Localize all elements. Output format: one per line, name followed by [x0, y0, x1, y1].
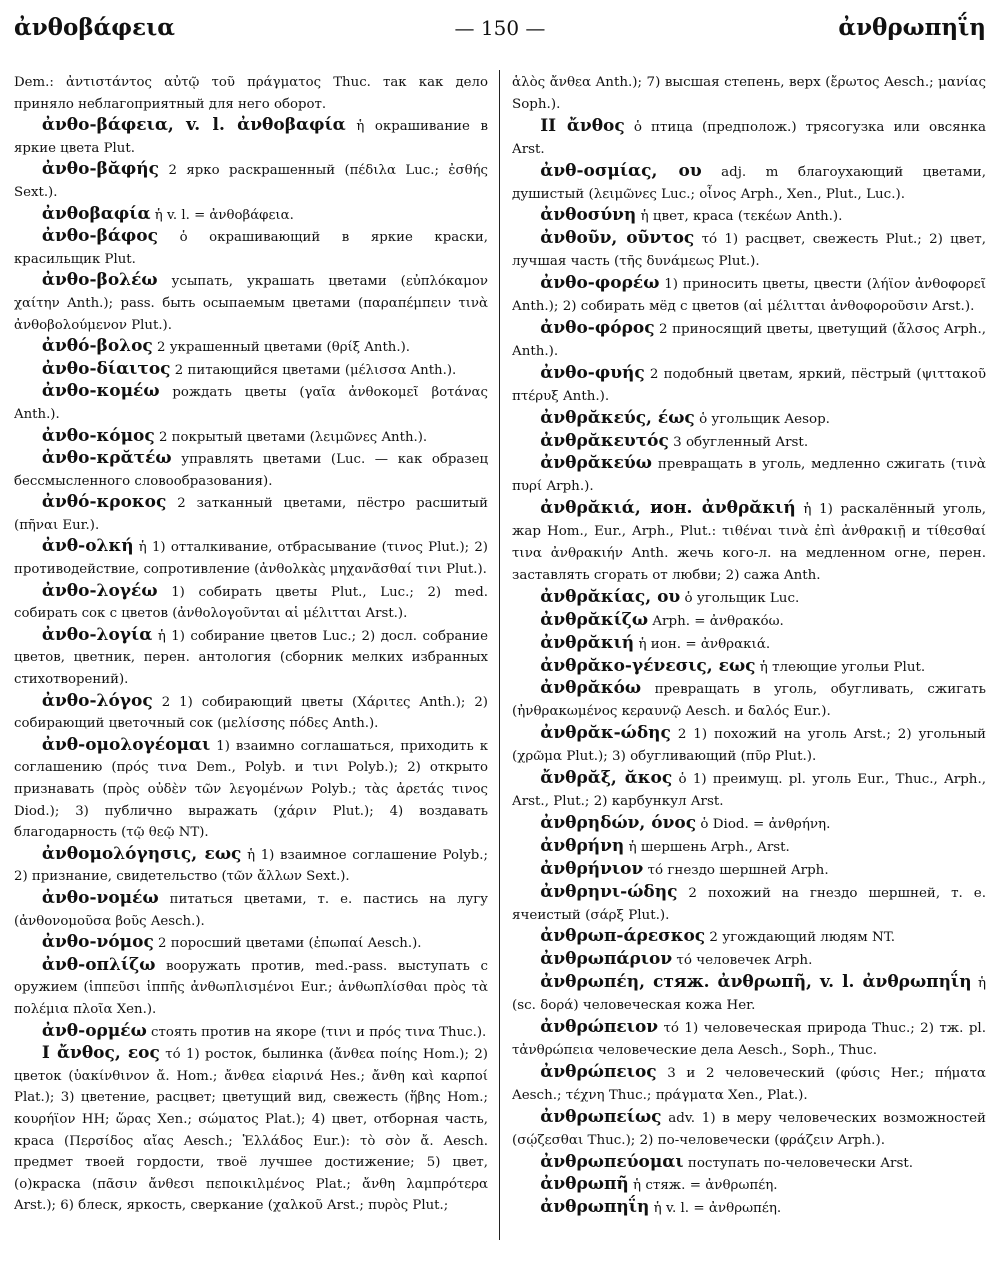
dictionary-entry — [512, 205, 986, 228]
entry-headword: ἀνθρώπειον — [540, 1017, 659, 1038]
entry-definition: превращать в уголь, обугливать, сжигать (ἠνθρακωμένος κεραυνῷ Aesch. и δαλός Eur.). — [512, 682, 986, 720]
entry-definition: рождать цветы (γαῖα ἀνθοκομεῖ βοτάνας Anth.). — [14, 385, 488, 422]
entry-headword: ἀνθομολόγησις, εως — [41, 843, 242, 864]
entry-definition: 3 и 2 человеческий (φύσις Her.; πήματα Aesch.; τέχνη Thuc.; πράγματα Xen., Plat.). — [512, 1065, 986, 1103]
entry-definition: 2 приносящий цветы, цветущий (ἄλσος Arph., Anth.). — [512, 321, 986, 359]
entry-definition: ἡ 1) собирание цветов Luc.; 2) досл. собрание цветов, цветник, перен. антология (сборник мелких избранных стихотворений). — [14, 628, 488, 688]
entry-headword: ἀνθ-οπλίζω — [41, 954, 156, 975]
entry-definition: ἡ 1) отталкивание, отбрасывание (τινος Plut.); 2) противодействие, сопротивление (ἀνθολκὰς μηχανᾶσθαί τινι Plut.). — [14, 540, 488, 578]
dictionary-entry — [14, 72, 488, 115]
entry-definition: ἡ шершень Arph., Arst. — [628, 839, 790, 855]
dictionary-entry — [512, 1197, 986, 1220]
entry-definition: 2 затканный цветами, пёстро расшитый (πῆναι Eur.). — [14, 496, 488, 533]
entry-headword: ἀνθρᾰκόω — [540, 678, 642, 699]
entry-definition: ἁλὸς ἄνθεα Anth.); 7) высшая степень, верх (ἔρωτος Aesch.; μανίας Soph.). — [512, 75, 986, 112]
dictionary-entry — [14, 888, 488, 932]
dictionary-entry — [512, 498, 986, 587]
entry-definition: 1) приносить цветы, цвести (λήϊον ἀνθοφορεῖ Anth.); 2) собирать мёд с цветов (αἱ μέλιτται ἀνθοφοροῦσιν Arst.). — [512, 277, 986, 315]
dictionary-entry — [512, 768, 986, 813]
entry-headword: ἀνθρωπάριον — [540, 949, 673, 970]
entry-definition: вооружать против, med.-pass. выступать с оружием (ἱππεῦσι ἱππῆς ἀνθωπλισμένοι Eur.; ἀνθωπλίσθαι πρὸς τὰ πολέμια πλοῖα Xen.). — [14, 958, 488, 1017]
entry-definition: ἡ ион. = ἀνθρακιά. — [638, 636, 771, 652]
entry-headword: ἀνθ-οσμίας, ου — [540, 160, 702, 181]
dictionary-entry — [14, 204, 488, 227]
entry-definition: ὁ угольщик Luc. — [684, 590, 800, 606]
dictionary-entry — [14, 336, 488, 359]
entry-definition: Dem.: ἀντιστάντος αὐτῷ τοῦ πράγματος Thuc. так как дело приняло неблагоприятный для него оборот. — [14, 75, 488, 112]
header-left-headword: ἀνθοβάφεια — [14, 14, 175, 41]
dictionary-entry — [512, 633, 986, 656]
entry-headword: ἀνθρᾰκεύω — [540, 453, 652, 474]
entry-headword: ἀνθό-βολος — [41, 336, 153, 357]
dictionary-entry — [512, 1174, 986, 1197]
dictionary-entry — [512, 273, 986, 318]
entry-definition: τό 1) человеческая природа Thuc.; 2) тж. pl. τἀνθρώπεια человеческие дела Aesch., Soph., Thuc. — [512, 1021, 986, 1058]
dictionary-entry — [14, 844, 488, 888]
entry-headword: ἄνθρᾰξ, ᾰκος — [540, 768, 673, 789]
dictionary-entry — [512, 836, 986, 859]
entry-headword: ἀνθρωπέη, стяж. ἀνθρωπῆ, v. l. ἀνθρωπηΐη — [540, 972, 972, 993]
entry-definition: 2 1) собирающий цветы (Χάριτες Anth.); 2) собирающий цветочный сок (μελίσσης πόδες Anth.). — [14, 694, 488, 732]
entry-definition: ἡ окрашивание в яркие цвета Plut. — [14, 119, 488, 156]
dictionary-entry — [512, 431, 986, 454]
right-column — [512, 72, 986, 1248]
entry-definition: питаться цветами, т. е. пастись на лугу (ἀνθονομοῦσα βοῦς Aesch.). — [14, 891, 488, 929]
left-column — [14, 72, 488, 1248]
entry-headword: ἀνθρώπειος — [540, 1061, 657, 1082]
dictionary-entry — [512, 1107, 986, 1152]
dictionary-entry — [512, 1152, 986, 1175]
entry-headword: ἀνθο-κόμος — [41, 425, 155, 446]
entry-definition: τό 1) расцвет, свежесть Plut.; 2) цвет, лучшая часть (τῆς δυνάμεως Plut.). — [512, 232, 986, 270]
entry-headword: ἀνθρᾰκο-γένεσις, εως — [540, 655, 756, 676]
entry-headword: ἀνθο-νομέω — [41, 887, 159, 908]
entry-definition: τό 1) росток, былинка (ἄνθεα ποίης Hom.); 2) цветок (ὑακίνθινον ἄ. Hom.; ἄνθεα εἰαρινά Hes.; ἄνθη καὶ καρποί Plat.); 3) цветение, расцвет; цветущий вид, свежесть (ἥβης Hom.; κουρήϊον ΗΗ; ὥρας Xen.; σώματος Plat.); 4) цвет, отборная часть, краса (Περσίδος αἴας Aesch.; Ἑλλάδος Eur.): τὸ σὸν ἄ. Aesch. предмет твоей гордости, твоё лучшее достижение; 5) цвет, (о)краска (πᾶσιν ἄνθεσι πεποικιλμένος Plat.; ἄνθη λαμπρότερα Arst.); 6) блеск, яркость, сверкание (χαλκοῦ Arst.; πυρὸς Plut.; — [14, 1047, 488, 1214]
dictionary-entry — [14, 492, 488, 536]
dictionary-entry — [512, 228, 986, 273]
column-divider — [499, 70, 500, 1240]
entry-definition: ὁ угольщик Aesop. — [699, 411, 830, 427]
entry-definition: adj. m благоухающий цветами, душистый (λειμῶνες Luc.; οἶνος Arph., Xen., Plut., Luc.). — [512, 164, 986, 202]
dictionary-entry — [14, 735, 488, 844]
dictionary-entry — [14, 270, 488, 336]
entry-headword: ἀνθρᾰκιή — [540, 632, 635, 653]
entry-definition: превращать в уголь, медленно сжигать (τινὰ πυρί Arph.). — [512, 457, 986, 495]
entry-headword: ἀνθρᾰκευτός — [540, 430, 669, 451]
entry-headword: ἀνθο-δίαιτος — [41, 358, 171, 379]
entry-headword: ἀνθο-κρᾰτέω — [41, 448, 172, 469]
entry-definition: поступать по-человечески Arst. — [687, 1155, 914, 1171]
header-right-headword: ἀνθρωπηΐη — [838, 14, 986, 41]
dictionary-entry — [512, 678, 986, 723]
dictionary-entry — [14, 955, 488, 1021]
entry-headword: ἀνθοσύνη — [540, 205, 637, 226]
entry-definition: ἡ v. l. = ἀνθοβάφεια. — [154, 207, 294, 223]
entry-definition: ἡ стяж. = ἀνθρωπέη. — [633, 1178, 778, 1194]
entry-definition: стоять против на якоре (τινι и πρός τινα Thuc.). — [151, 1024, 487, 1040]
dictionary-entry — [14, 226, 488, 270]
entry-definition: ἡ 1) взаимное соглашение Polyb.; 2) признание, свидетельство (τῶν ἄλλων Sext.). — [14, 847, 488, 885]
dictionary-entry — [14, 159, 488, 203]
entry-definition: ἡ 1) раскалённый уголь, жар Hom., Eur., Arph., Plut.: τιθέναι τινὰ ἐπὶ ἀνθρακιῇ и τίθεσθαί τινα ἀνθρακιήν Anth. жечь кого-л. на медленном огне, перен. заставлять сгорать от любви; 2) сажа Anth. — [512, 502, 986, 583]
entry-headword: ἀνθρωπ-άρεσκος — [540, 926, 706, 947]
dictionary-entry — [14, 932, 488, 955]
entry-headword: ἀνθ-ορμέω — [41, 1020, 147, 1041]
entry-headword: ἀνθο-λογία — [41, 624, 153, 645]
entry-headword: ἀνθρᾰκ-ώδης — [540, 723, 671, 744]
entry-headword: ἀνθρᾰκιά, ион. ἀνθρᾰκιή — [540, 498, 796, 519]
dictionary-entry — [512, 656, 986, 679]
entry-definition: ὁ птица (предполож.) трясогузка или овсянка Arst. — [512, 119, 986, 157]
dictionary-entry — [14, 381, 488, 425]
dictionary-entry — [14, 625, 488, 691]
dictionary-entry — [14, 359, 488, 382]
dictionary-entry — [512, 363, 986, 408]
dictionary-entry — [512, 453, 986, 498]
entry-definition: τό гнездо шершней Arph. — [647, 862, 829, 878]
entry-definition: ὁ окрашивающий в яркие краски, красильщик Plut. — [14, 230, 488, 267]
dictionary-entry — [512, 610, 986, 633]
dictionary-entry — [14, 1043, 488, 1217]
entry-definition: 2 питающийся цветами (μέλισσα Anth.). — [174, 362, 457, 378]
entry-headword: ἀνθο-λογέω — [41, 580, 158, 601]
entry-headword: ἀνθο-νόμος — [41, 932, 154, 953]
dictionary-entry — [14, 448, 488, 492]
dictionary-entry — [512, 882, 986, 927]
dictionary-entry — [512, 1017, 986, 1062]
dictionary-entry — [512, 926, 986, 949]
dictionary-entry — [512, 318, 986, 363]
dictionary-entry — [512, 116, 986, 161]
entry-headword: ἀνθρωπῆ — [540, 1174, 629, 1195]
entry-definition: ἡ цвет, краса (τεκέων Anth.). — [640, 209, 843, 225]
entry-definition: 2 украшенный цветами (θρίξ Anth.). — [157, 340, 411, 356]
entry-definition: ὁ 1) преимущ. pl. уголь Eur., Thuc., Arph., Arst., Plut.; 2) карбункул Arst. — [512, 772, 986, 809]
dictionary-entry — [14, 691, 488, 735]
entry-definition: ὁ Diod. = ἀνθρήνη. — [700, 816, 831, 832]
entry-headword: ἀνθρηνι-ώδης — [540, 881, 678, 902]
entry-headword: ἀνθρωπείως — [540, 1106, 662, 1127]
entry-definition: 2 ярко раскрашенный (πέδιλα Luc.; ἐσθής Sext.). — [14, 163, 488, 200]
entry-definition: Arph. = ἀνθρακόω. — [652, 613, 784, 629]
dictionary-entry — [512, 161, 986, 206]
entry-headword: ἀνθρωπεύομαι — [540, 1151, 684, 1172]
entry-definition: 2 поросший цветами (ἐπωπαί Aesch.). — [158, 936, 422, 952]
dictionary-entry — [512, 587, 986, 610]
entry-definition: управлять цветами (Luc. — как образец бессмысленного словообразования). — [14, 452, 488, 489]
entry-headword: ἀνθρωπηΐη — [540, 1197, 650, 1218]
entry-headword: ἀνθο-φόρος — [540, 317, 655, 338]
entry-headword: ἀνθο-βάφεια, v. l. ἀνθοβαφία — [41, 115, 346, 136]
entry-definition: ἡ v. l. = ἀνθρωπέη. — [653, 1201, 782, 1217]
entry-headword: ἀνθο-βᾰφής — [41, 159, 159, 180]
dictionary-entry — [512, 408, 986, 431]
dictionary-entry — [512, 972, 986, 1017]
entry-definition: 2 покрытый цветами (λειμῶνες Anth.). — [158, 429, 428, 445]
dictionary-entry — [512, 1062, 986, 1107]
entry-headword: ἀνθρᾰκίζω — [540, 609, 649, 630]
entry-definition: усыпать, украшать цветами (εὐπλόκαμον χαίτην Anth.); pass. быть осыпаемым цветами (παραπέμπειν τινὰ ἀνθοβολούμενον Plut.). — [14, 274, 488, 333]
entry-definition: 3 обугленный Arst. — [673, 434, 809, 450]
entry-headword: ἀνθο-λόγος — [41, 690, 153, 711]
dictionary-entry — [512, 859, 986, 882]
entry-definition: 1) собирать цветы Plut., Luc.; 2) med. собирать сок с цветов (ἀνθολογοῦνται αἱ μέλιτται Arst.). — [14, 584, 488, 622]
entry-headword: ἀνθρηδών, όνος — [540, 812, 697, 833]
page-header — [14, 14, 986, 44]
entry-headword: ἀνθρήνη — [540, 835, 625, 856]
entry-definition: 2 угождающий людям NT. — [709, 930, 896, 946]
entry-headword: ἀνθ-ομολογέομαι — [41, 734, 211, 755]
entry-headword: ἀνθο-βολέω — [41, 270, 158, 291]
dictionary-entry — [14, 426, 488, 449]
entry-definition: 1) взаимно соглашаться, приходить к соглашению (πρός τινα Dem., Polyb. и τινι Polyb.); 2) открыто признавать (πρὸς οὐδὲν τῶν λεγομένων Polyb.; τὰς ἀρετάς τινος Diod.); 3) публично выражать (χάριν Plut.); 4) воздавать благодарность (τῷ θεῷ NT). — [14, 738, 488, 841]
entry-headword: ἀνθο-φορέω — [540, 273, 660, 294]
dictionary-entry — [512, 949, 986, 972]
dictionary-entry — [512, 723, 986, 768]
dictionary-entry — [14, 581, 488, 625]
entry-headword: ἀνθρᾰκεύς, έως — [540, 407, 695, 428]
entry-headword: ἀνθο-φυής — [540, 362, 645, 383]
dictionary-entry — [14, 1021, 488, 1044]
page-number: — 150 — — [454, 16, 546, 40]
entry-headword: ἀνθό-κροκος — [41, 492, 167, 513]
entry-headword: ἀνθρήνιον — [540, 858, 644, 879]
entry-headword: ἀνθοβαφία — [41, 203, 151, 224]
entry-headword: ἀνθο-κομέω — [41, 381, 160, 402]
entry-definition: ἡ тлеющие угольи Plut. — [759, 659, 926, 675]
entry-definition: 2 1) похожий на уголь Arst.; 2) угольный (χρῶμα Plut.); 3) обугливающий (πῦρ Plut.). — [512, 727, 986, 765]
entry-headword: ἀνθρᾰκίας, ου — [540, 586, 681, 607]
entry-headword: ἀνθ-ολκή — [41, 536, 134, 557]
entry-headword: I ἄνθος, εος — [41, 1043, 160, 1064]
dictionary-entry — [512, 72, 986, 116]
entry-definition: adv. 1) в меру человеческих возможностей (σῴζεσθαι Thuc.); 2) по-человечески (φράζειν Arph.). — [512, 1110, 986, 1148]
entry-definition: τό человечек Arph. — [676, 953, 813, 969]
entry-headword: II ἄνθος — [540, 115, 625, 136]
entry-definition: 2 похожий на гнездо шершней, т. е. ячеистый (σάρξ Plut.). — [512, 885, 986, 923]
entry-definition: ἡ (sc. δορά) человеческая кожа Her. — [512, 976, 986, 1014]
dictionary-entry — [14, 536, 488, 580]
dictionary-entry — [14, 115, 488, 159]
entry-headword: ἀνθοῦν, οῦντος — [540, 228, 695, 249]
dictionary-entry — [512, 813, 986, 836]
entry-definition: 2 подобный цветам, яркий, пёстрый (ψιττακοῦ πτέρυξ Anth.). — [512, 366, 986, 404]
entry-headword: ἀνθο-βάφος — [41, 226, 158, 247]
